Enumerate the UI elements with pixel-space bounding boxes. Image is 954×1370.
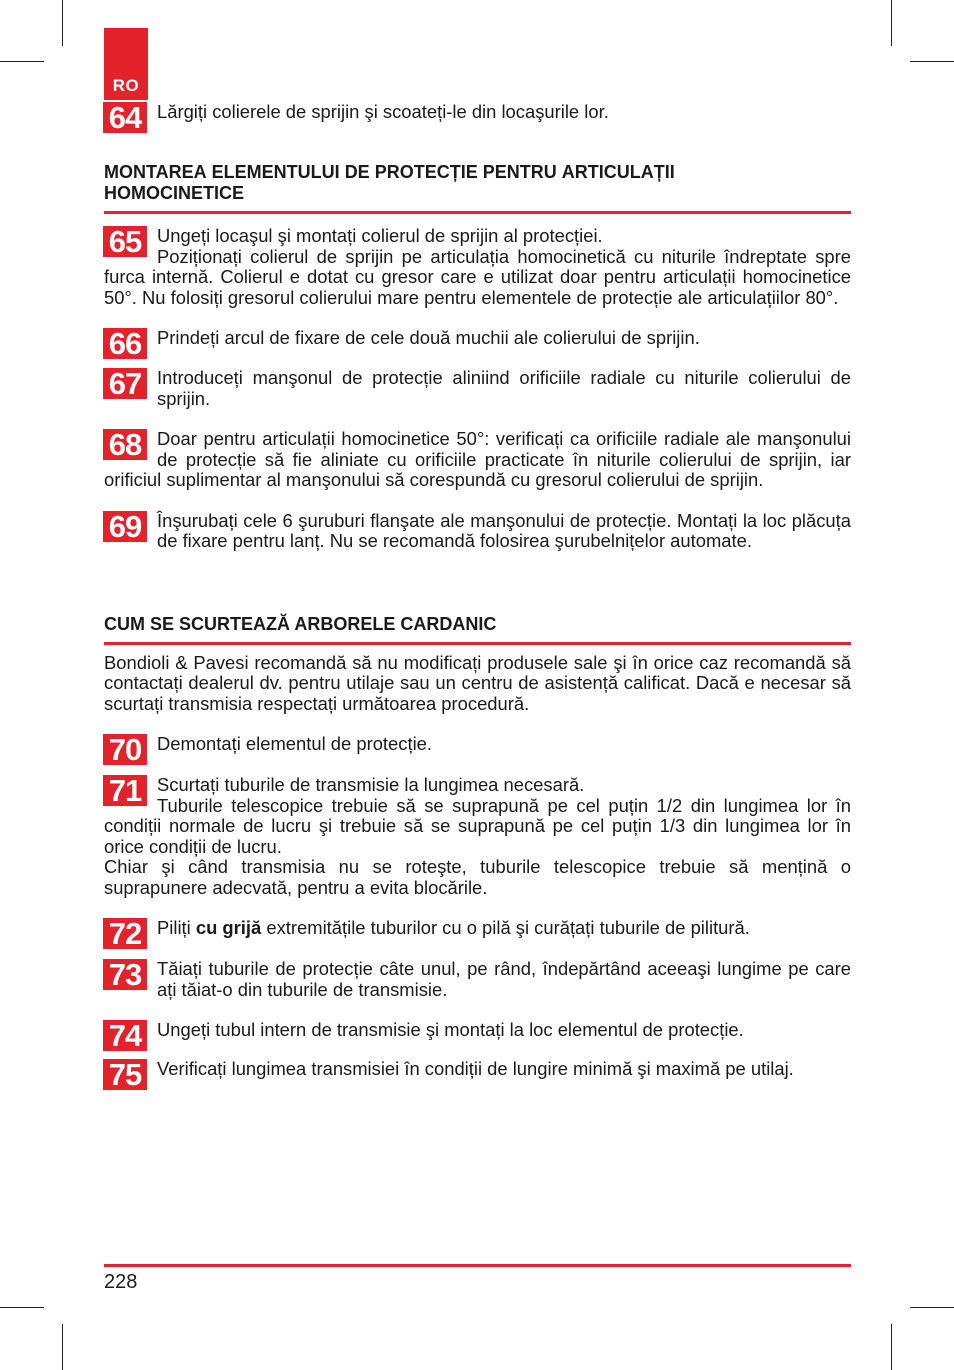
section-title-text: CUM SE SCURTEAZĂ ARBORELE CARDANIC xyxy=(104,613,497,634)
step-text: Verificați lungimea transmisiei în condiții de lungire minimă şi maximă pe utilaj. xyxy=(157,1058,794,1079)
step-text: Chiar şi când transmisia nu se roteşte, tuburile telescopice trebuie să mențină o suprapunere adecvată, pentru a evita blocările. xyxy=(104,856,851,898)
step-65 xyxy=(104,226,851,308)
title-line-2: HOMOCINETICE xyxy=(104,183,245,203)
step-text: Tăiați tuburile de protecție câte unul, pe rând, îndepărtând aceeaşi lungime pe care ați tăiat-o din tuburile de transmisie. xyxy=(157,958,851,1000)
title-word: ELEMENTULUI xyxy=(211,162,340,182)
step-73 xyxy=(104,959,851,1000)
step-72 xyxy=(104,918,851,949)
step-68 xyxy=(104,429,851,491)
step-text: Doar pentru articulații homocinetice 50°: verificați ca orificiile radiale ale manşonului de protecție să fie aliniate cu orificiile practicate în niturile colierului de sprijin, iar orificiul suplimentar al manşonului să corespundă cu gresorul colierului de sprijin. xyxy=(104,428,851,490)
step-text: Poziționați colierul de sprijin pe articulația homocinetică cu niturile îndreptate spre furca internă. Colierul e dotat cu gresor care e utilizat doar pentru articulații homocinetice 50°. Nu folosiți gresorul colierului mare pentru elementele de protecție ale articulațiilor 80°. xyxy=(104,245,851,308)
step-66 xyxy=(104,328,851,359)
crop-mark xyxy=(0,61,44,62)
crop-mark xyxy=(910,61,954,62)
crop-mark xyxy=(0,1307,44,1308)
page-content xyxy=(104,102,851,1092)
step-text-part: Piliți xyxy=(157,917,196,938)
step-number: 68 xyxy=(103,429,147,460)
language-tab xyxy=(104,28,148,100)
step-text: Introduceți manşonul de protecție aliniind orificiile radiale cu niturile colierului de sprijin. xyxy=(157,367,851,409)
step-number: 64 xyxy=(103,102,147,133)
crop-mark xyxy=(891,1324,892,1370)
crop-mark xyxy=(62,0,63,46)
step-70 xyxy=(104,734,851,765)
crop-mark xyxy=(891,0,892,46)
step-text: Demontați elementul de protecție. xyxy=(157,733,432,754)
page-number: 228 xyxy=(104,1271,138,1293)
step-71 xyxy=(104,775,851,898)
title-word: PENTRU xyxy=(482,162,557,182)
step-number: 69 xyxy=(103,511,147,542)
step-text: Ungeți tubul intern de transmisie şi montați la loc elementul de protecție. xyxy=(157,1019,744,1040)
title-word: PROTECȚIE xyxy=(374,162,478,182)
language-code: RO xyxy=(112,76,140,95)
title-word: DE xyxy=(344,162,370,182)
step-number: 75 xyxy=(103,1059,147,1090)
step-number: 67 xyxy=(103,368,147,399)
step-number: 66 xyxy=(103,328,147,359)
step-text xyxy=(104,918,851,939)
crop-mark xyxy=(62,1324,63,1370)
footer-divider xyxy=(104,1264,851,1267)
step-number: 73 xyxy=(103,959,147,990)
step-text: Lărgiți colierele de sprijin şi scoateți-le din locaşurile lor. xyxy=(157,101,609,122)
section-title-1 xyxy=(104,162,851,214)
step-text: Scurtați tuburile de transmisie la lungimea necesară. xyxy=(157,774,585,795)
step-74 xyxy=(104,1020,851,1051)
step-69 xyxy=(104,508,851,552)
step-text-part: extremitățile tuburilor cu o pilă şi curățați tuburile de pilitură. xyxy=(261,917,750,938)
intro-text: Bondioli & Pavesi recomandă să nu modificați produsele sale şi în orice caz recomandă să contactați dealerul dv. pentru utilaje sau un centru de asistență calificat. Dacă e necesar să scurtați transmisia respectați următoarea procedură. xyxy=(104,651,851,714)
step-number: 65 xyxy=(103,226,147,257)
title-word: ARTICULAȚII xyxy=(561,162,675,182)
step-text-bold: cu grijă xyxy=(195,917,262,938)
step-75 xyxy=(104,1057,851,1092)
title-word: MONTAREA xyxy=(104,162,207,182)
section-title-2 xyxy=(104,614,851,645)
step-text: Ungeți locaşul şi montați colierul de sprijin al protecției. xyxy=(157,225,603,246)
step-text: Tuburile telescopice trebuie să se suprapună pe cel puțin 1/2 din lungimea lor în condiții normale de lucru şi trebuie să se suprapună pe cel puțin 1/3 din lungimea lor în orice condiții de lucru. xyxy=(104,794,851,857)
step-number: 72 xyxy=(103,918,147,949)
crop-mark xyxy=(910,1307,954,1308)
step-number: 74 xyxy=(103,1020,147,1051)
step-67 xyxy=(104,368,851,409)
section-intro xyxy=(104,653,851,715)
step-number: 71 xyxy=(103,775,147,806)
step-text: Înşurubați cele 6 şuruburi flanşate ale manşonului de protecție. Montați la loc plăcuța de fixare pentru lanț. Nu se recomandă folosirea şurubelnițelor automate. xyxy=(157,509,851,551)
step-64 xyxy=(104,102,851,136)
step-text: Prindeți arcul de fixare de cele două muchii ale colierului de sprijin. xyxy=(157,327,700,348)
step-number: 70 xyxy=(103,734,147,765)
